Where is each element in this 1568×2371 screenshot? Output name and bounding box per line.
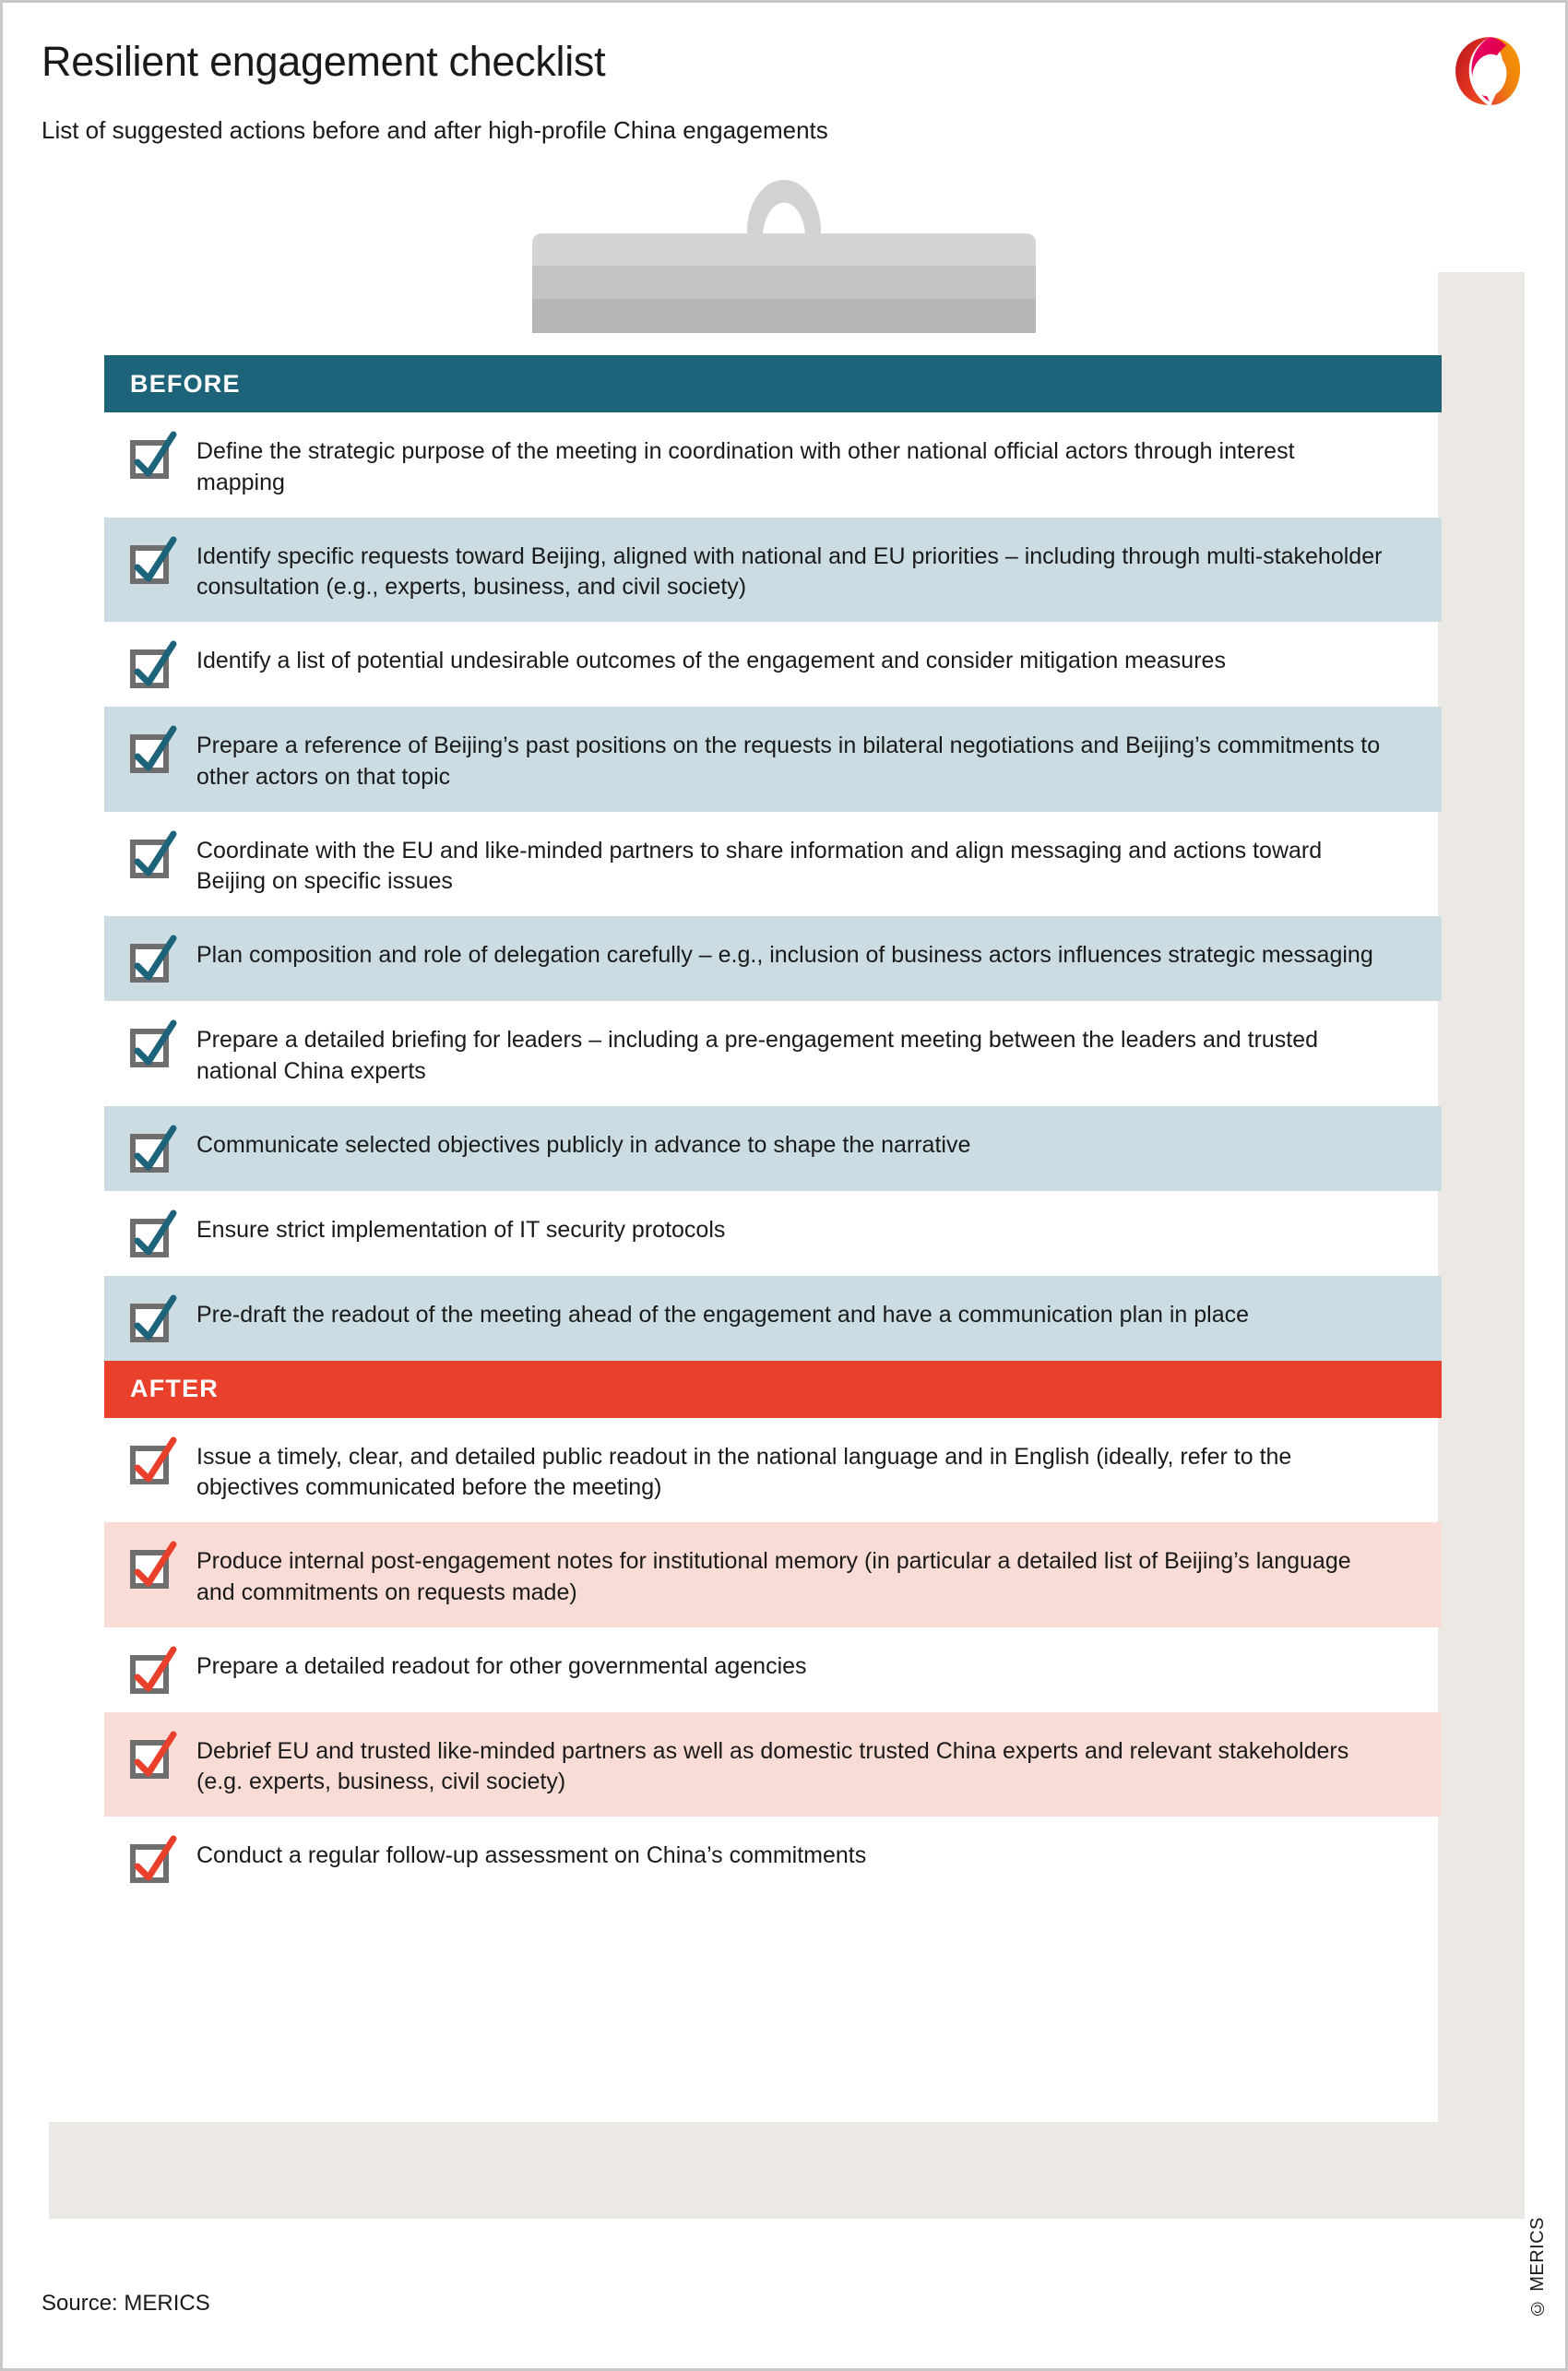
checklist-item[interactable] bbox=[104, 1106, 1442, 1191]
checklist-item-label: Identify specific requests toward Beijing, aligned with national and EU priorities – including through multi-stakeholder consultation (e.g., experts, business, and civil society) bbox=[196, 542, 1383, 601]
checklist-item[interactable] bbox=[104, 1522, 1442, 1627]
checkbox-checked-icon[interactable] bbox=[130, 433, 172, 479]
checklist-item[interactable] bbox=[104, 1712, 1442, 1817]
checklist-item-label: Debrief EU and trusted like-minded partners as well as domestic trusted China experts and relevant stakeholders (e.g. experts, business, civil society) bbox=[196, 1737, 1349, 1795]
section-header-before bbox=[104, 355, 1442, 412]
checklist-item[interactable] bbox=[104, 1191, 1442, 1276]
page-subtitle: List of suggested actions before and after high-profile China engagements bbox=[42, 116, 828, 144]
checklist-item[interactable] bbox=[104, 1627, 1442, 1712]
checkbox-checked-icon[interactable] bbox=[130, 1837, 172, 1883]
checkbox-checked-icon[interactable] bbox=[130, 538, 172, 584]
checklist-item[interactable] bbox=[104, 707, 1442, 812]
checklist-item-label: Coordinate with the EU and like-minded partners to share information and align messaging and actions toward Beijing on specific issues bbox=[196, 837, 1323, 895]
checklist-item-label: Define the strategic purpose of the meeting in coordination with other national official actors through interest mapping bbox=[196, 438, 1295, 495]
checklist-item[interactable] bbox=[104, 1418, 1442, 1523]
checklist-item[interactable] bbox=[104, 412, 1442, 518]
checkmark-icon bbox=[130, 1438, 182, 1492]
clipboard-clip bbox=[532, 233, 1036, 333]
clip-band-top bbox=[532, 233, 1036, 266]
checkbox-checked-icon[interactable] bbox=[130, 1211, 172, 1257]
checkmark-icon bbox=[130, 1837, 182, 1890]
checkmark-icon bbox=[130, 1296, 182, 1350]
checklist-item-label: Pre-draft the readout of the meeting ahead of the engagement and have a communication plan in place bbox=[196, 1301, 1250, 1328]
checklist-rows-before bbox=[104, 412, 1442, 1361]
checklist-item[interactable] bbox=[104, 916, 1442, 1001]
checkmark-icon bbox=[130, 1211, 182, 1265]
merics-logo-icon bbox=[1445, 29, 1530, 113]
checklist-item-label: Identify a list of potential undesirable outcomes of the engagement and consider mitigation measures bbox=[196, 648, 1226, 673]
checklist-rows-after bbox=[104, 1418, 1442, 1902]
checklist-item-label: Prepare a reference of Beijing’s past positions on the requests in bilateral negotiations and Beijing’s commitments to other actors on that topic bbox=[196, 733, 1381, 790]
checklist-item[interactable] bbox=[104, 518, 1442, 623]
section-label-before: BEFORE bbox=[130, 369, 241, 398]
checkbox-checked-icon[interactable] bbox=[130, 1296, 172, 1342]
checkmark-icon bbox=[130, 433, 182, 486]
checklist-item-label: Produce internal post-engagement notes for institutional memory (in particular a detailed list of Beijing’s language and commitments on requests made) bbox=[196, 1548, 1351, 1605]
checklist-item-label: Conduct a regular follow-up assessment on China’s commitments bbox=[196, 1842, 867, 1868]
checklist-item[interactable] bbox=[104, 1817, 1442, 1901]
section-header-after bbox=[104, 1361, 1442, 1418]
copyright-note: © MERICS bbox=[1527, 2217, 1548, 2318]
checkbox-checked-icon[interactable] bbox=[130, 1126, 172, 1173]
checkmark-icon bbox=[130, 1648, 182, 1701]
checkbox-checked-icon[interactable] bbox=[130, 727, 172, 773]
checklist-item-label: Prepare a detailed readout for other governmental agencies bbox=[196, 1652, 807, 1679]
checkmark-icon bbox=[130, 642, 182, 696]
checklist-item-label: Ensure strict implementation of IT security protocols bbox=[196, 1216, 726, 1243]
checkmark-icon bbox=[130, 832, 182, 886]
checkmark-icon bbox=[130, 1021, 182, 1075]
checklist-item-label: Prepare a detailed briefing for leaders – including a pre-engagement meeting between the leaders and trusted national China experts bbox=[196, 1027, 1319, 1084]
checkbox-checked-icon[interactable] bbox=[130, 832, 172, 878]
checklist-item[interactable] bbox=[104, 622, 1442, 707]
checkbox-checked-icon[interactable] bbox=[130, 1543, 172, 1589]
checkmark-icon bbox=[130, 936, 182, 990]
checkbox-checked-icon[interactable] bbox=[130, 1438, 172, 1484]
checklist bbox=[104, 355, 1442, 1901]
section-label-after: AFTER bbox=[130, 1375, 219, 1402]
checkbox-checked-icon[interactable] bbox=[130, 642, 172, 688]
checklist-item-label: Plan composition and role of delegation carefully – e.g., inclusion of business actors influences strategic messaging bbox=[196, 942, 1373, 968]
checklist-item[interactable] bbox=[104, 1276, 1442, 1361]
checkmark-icon bbox=[130, 727, 182, 780]
checkbox-checked-icon[interactable] bbox=[130, 936, 172, 983]
checkmark-icon bbox=[130, 1543, 182, 1596]
clip-band-bottom bbox=[532, 299, 1036, 333]
checkbox-checked-icon[interactable] bbox=[130, 1648, 172, 1694]
checkmark-icon bbox=[130, 538, 182, 591]
checklist-item-label: Communicate selected objectives publicly in advance to shape the narrative bbox=[196, 1131, 971, 1158]
header bbox=[3, 3, 1568, 178]
checkbox-checked-icon[interactable] bbox=[130, 1733, 172, 1779]
checkmark-icon bbox=[130, 1126, 182, 1180]
checkmark-icon bbox=[130, 1733, 182, 1786]
checklist-item-label: Issue a timely, clear, and detailed public readout in the national language and in English (ideally, refer to the objectives communicated before the meeting) bbox=[196, 1443, 1292, 1501]
source-note: Source: MERICS bbox=[42, 2291, 210, 2316]
checklist-item[interactable] bbox=[104, 1001, 1442, 1106]
checklist-item[interactable] bbox=[104, 812, 1442, 917]
clip-band-mid bbox=[532, 266, 1036, 299]
checkbox-checked-icon[interactable] bbox=[130, 1021, 172, 1067]
page-title: Resilient engagement checklist bbox=[42, 38, 606, 85]
